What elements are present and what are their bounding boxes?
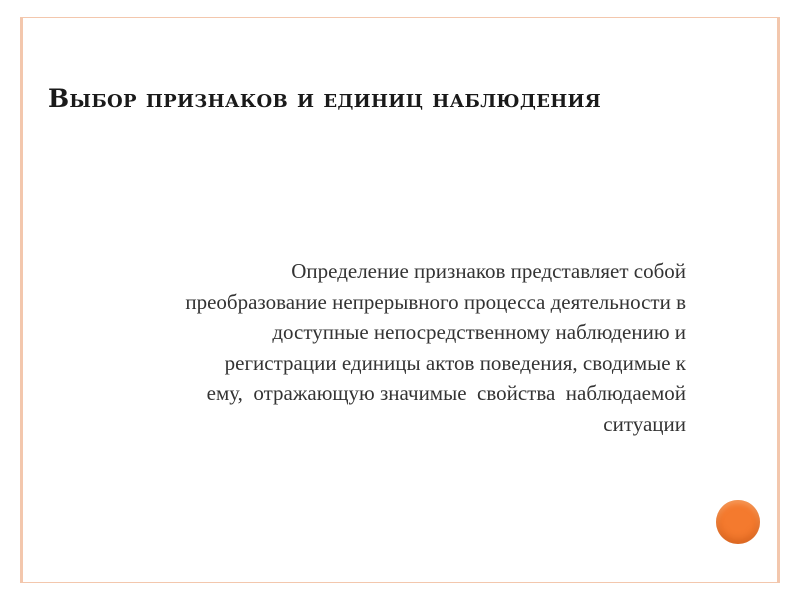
body-line: регистрации единицы актов поведения, сводимые к (224, 350, 686, 375)
slide-body (40, 256, 686, 439)
body-line: Определение признаков представляет собой (291, 259, 686, 283)
body-line: ему, отражающую значимые свойства наблюдаемой (206, 381, 686, 405)
orange-circle-icon (716, 500, 760, 544)
body-line: доступные непосредственному наблюдению и (272, 320, 686, 344)
body-line: преобразование непрерывного процесса деятельности в (185, 289, 686, 314)
body-line: ситуации (603, 411, 686, 436)
slide-title: Выбор признаков и единиц наблюдения (48, 84, 602, 113)
